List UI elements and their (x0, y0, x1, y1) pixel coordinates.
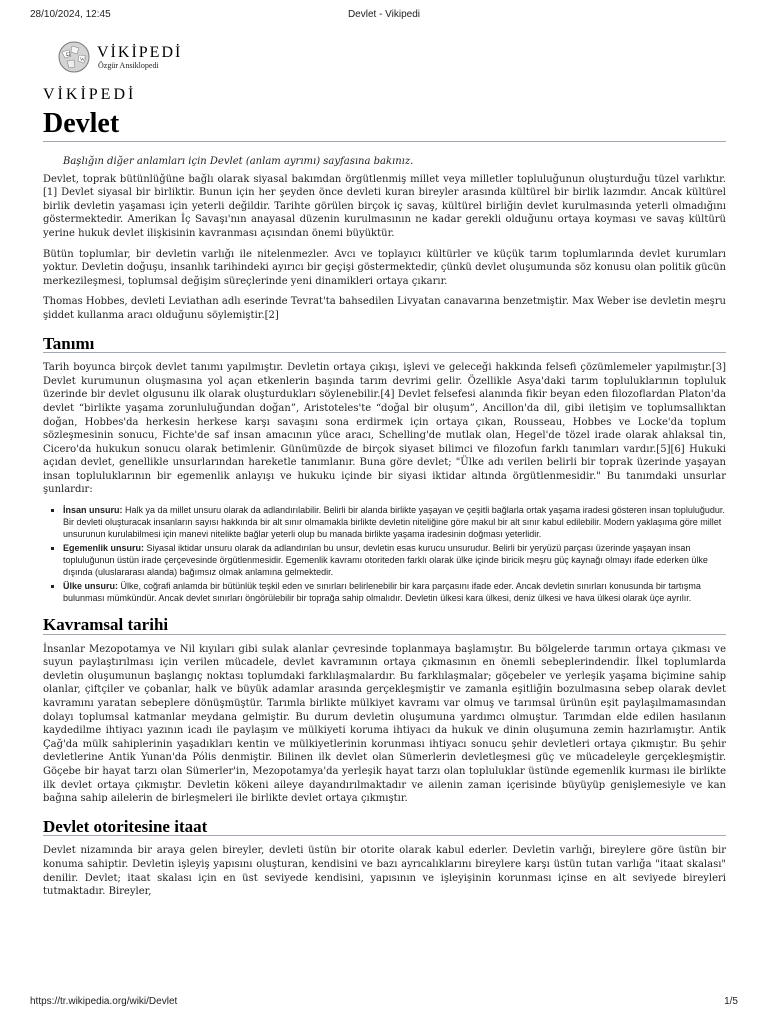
list-item-term: İnsan unsuru: (63, 505, 123, 516)
list-item-text: Ülke, coğrafi anlamda bir bütünlük teşkil eden ve sınırları belirlenebilir bir kara parçasını ifade eder. Ancak devletin sınırları konusunda bir tartışma bulunması mümkündür. Ancak devlet sınırları öngörülebilir bir toprağa sahip olmalıdır. Devletin ülkesi kara ülkesi, deniz ülkesi ve hava ülkesi olarak üçe ayrılır. (63, 581, 701, 604)
list-item (63, 580, 726, 604)
section-paragraph: İnsanlar Mezopotamya ve Nil kıyıları gibi sulak alanlar çevresinde toplanmaya başlamıştır. Bu bölgelerde tarımın ortaya çıkması ve suyun paylaştırılması için verilen mücadele, devlet kavramının ortaya çıkmasının en önemli sebeplerindendir. İlkel toplumlarda devletin oluşumunun başlangıç noktası toplumdaki farklılaşmalardır. Bu farklılaşmalar; göçebeler ve yerleşik yaşama biçimine sahip olanlar, çiftçiler ve çobanlar, halk ve büyük adamlar arasında gerçekleşmiştir ve zamanla eşitliğin bozulmasına sebep olarak devlet kavramını yaratan sebeplere dönüşmüştür. Tarımla birlikte mülkiyet kavramı var olmuş ve tarımsal ürünün eşit paylaşılmamasından dolayı toplumsal katmanlar meydana gelmiştir. Bu durum devletin oluşumuna yardımcı olmuştur. Tarımdan elde edilen hasılanın kaydedilme ihtiyacı yazının icadı ile paylaşım ve mülkiyeti koruma ihtiyacı da hukuk ve dinin oluşumuna zemin hazırlamıştır. Antik Çağ'da mülk sahiplerinin yaşadıkları kentin ve mülkiyetlerinin korunması ihtiyacı sonucu şehir devletleri ortaya çıkmıştır. Bu şehir devletlerine Antik Yunan'da Pólis denmiştir. Bilinen ilk devlet olan Sümerlerin devletleşmesi güç ve mücadeleyle gerçekleşmiştir. Göçebe bir hayat tarzı olan Sümerler'in, Mezopotamya'da yerleşik hayat tarzı olan topluluklar üstünde egemenlik kurması ile birlikte ilk devlet ortaya çıkmıştır. Devletin kökeni aileye dayandırılmaktadır ve ailenin zaman içerisinde büyüyüp genişlemesiyle ve kan bağına sahip ailelerin de birleşmeleri ile birlikte devlet ortaya çıkmıştır. (43, 643, 726, 805)
elements-list (43, 504, 726, 604)
article-body (43, 155, 726, 906)
intro-paragraph-1: Devlet, toprak bütünlüğüne bağlı olarak siyasal bakımdan örgütlenmiş millet veya milletler topluluğunun oluşturduğu tüzel varlıktır.[1] Devlet siyasal bir birliktir. Bunun için her şeyden önce devleti kuran bireyler arasında kültürel bir birlik lazımdır. Ancak kültürel birlik devletin yaşaması için yeterli değildir. Tarihte görülen birçok iç savaş, kültürel birliğin devlet kurulmasında yeterli olmadığını göstermektedir. Amerikan İç Savaşı'nın anayasal düzenin kurulmasının ne kadar gerekli olduğunu ortaya koyması ve savaş kültürü yerine hukuk devlet ilişkisinin kavranması açısından önemi büyüktür. (43, 173, 726, 239)
logo-name: VİKİPEDİ (97, 44, 183, 61)
logo-tagline: Özgür Ansiklopedi (98, 61, 159, 70)
hatnote[interactable]: Başlığın diğer anlamları için Devlet (anlam ayrımı) sayfasına bakınız. (63, 156, 414, 167)
list-item (63, 542, 726, 578)
section-heading-devlet-otoritesine-itaat: Devlet otoritesine itaat (43, 820, 726, 837)
intro-paragraph-3: Thomas Hobbes, devleti Leviathan adlı eserinde Tevrat'ta bahsedilen Livyatan canavarına benzetmiştir. Max Weber ise devletin meşru şiddet kullanma aracı olduğunu söylemiştir.[2] (43, 296, 726, 321)
print-page-title: Devlet - Vikipedi (347, 9, 421, 20)
section-paragraph: Devlet nizamında bir araya gelen bireyler, devleti üstün bir otorite olarak kabul ederler. Devletin varlığı, bireylere göre üstün bir konuma sahiptir. Devletin işleyiş yapısını oluşturan, kendisini ve bazı ayrıcalıklarını bireylere karşı üstün tutan varlığa "itaat skalası" denilir. Devlet; itaat skalası için en üst seviyede kendisini, yapısının ve işleyişinin korunması içinse en alt seviyede bireyleri tutmaktadır. Bireyler, (43, 845, 726, 898)
intro-paragraph-2: Bütün toplumlar, bir devletin varlığı ile nitelenmezler. Avcı ve toplayıcı kültürler ve küçük tarım toplumlarında devlet kurumları yoktur. Devletin doğuşu, insanlık tarihindeki ayırıcı bir geçişi göstermektedir, çünkü devlet oluşumunda söz konusu olan politik gücün merkezileşmesi, toplumsal değişim süreçlerinde yeni dinamikleri ortaya çıkarır. (43, 248, 726, 287)
print-page-number: 1/5 (724, 996, 738, 1007)
section-heading-kavramsal-tarihi: Kavramsal tarihi (43, 618, 726, 635)
wikipedia-wordmark: VİKİPEDİ (43, 86, 137, 103)
section-paragraph: Tarih boyunca birçok devlet tanımı yapılmıştır. Devletin ortaya çıkışı, işlevi ve geleceği hakkında felsefi çözümlemeler yapılmıştır.[3] Devlet kurumunun oluşmasına yol açan etkenlerin başında tarım devrimi gelir. Özellikle Asya'daki tarım topluluklarının topluluk üzerinde bir devlet olgusunu ilk olarak oluşturdukları söylenebilir.[4] Devlet felsefesi alanında fikir beyan eden filozoflardan Platon'da devlet “birlikte yaşama zorunluluğundan doğan”, Aristoteles'te “doğal bir oluşum”, Ancillon'da dil, gibi iletişim ve toplumsallıktan doğan, Hobbes'da herkesin herkese karşı savaşını sona erdirmek için ortaya çıkan, Rousseau, Hobbes ve Locke'da toplum sözleşmesinin sonucu, Fichte'de saf insan amacının yüce aracı, Schelling'de mutlak olan, Hegel'de tözel irade olarak ahlaksal tin, Cicero'da hukukun sonucu olarak betimlenir. Günümüzde de birçok siyaset bilimci ve filozofun farklı tanımları vardır.[5][6] Hukuki açıdan devlet, genellikle unsurlarından hareketle tanımlanır. Buna göre devlet; "Ülke adı verilen belirli bir toprak üzerinde yaşayan insan topluluklarının bir egemenlik anlayışı ve hukuku içinde bir siyasi iktidar altında örgütlenmesidir." Bu tanımdaki unsurlar şunlardır: (43, 362, 726, 496)
print-url[interactable]: https://tr.wikipedia.org/wiki/Devlet (30, 996, 178, 1007)
list-item-text: Siyasal iktidar unsuru olarak da adlandırılan bu unsur, devletin esas kurucu unsurudur. Belirli bir yeryüzü parçası üzerinde yaşayan insan topluluğunun üstün irade çerçevesinde örgütlenmesidir. Egemenlik kavramı otoriteden farklı olarak ülke içinde biricik meşru güç kaynağı olmayı ifade ederken ülke dışında (uluslararası alanda) bağımsız olmak anlamına gelmektedir. (63, 543, 708, 578)
list-item-term: Ülke unsuru: (63, 581, 119, 592)
list-item-text: Halk ya da millet unsuru olarak da adlandırılabilir. Belirli bir alanda birlikte yaşayan ve çeşitli bağlarla ortak yaşama iradesi gösteren insan topluluğudur. Bir devleti oluşturacak insanların sayısı hakkında bir alt sınır olmamakla birlikte devletin niteliğine göre makul bir alt sınır kabul edilebilir. Modern yaklaşıma göre millet unsurunun kurulabilmesi için manevi nitelikte bağlar yeterli olup bu manada birlikte yaşama iradesinin doğması yeterlidir. (63, 505, 725, 540)
svg-text:W: W (80, 58, 85, 63)
list-item (63, 504, 726, 540)
section-heading-tanimi: Tanımı (43, 337, 726, 354)
wikipedia-logo[interactable] (57, 40, 182, 74)
wikipedia-globe-icon (57, 40, 91, 74)
svg-text:Ω: Ω (66, 52, 71, 58)
print-datetime: 28/10/2024, 12:45 (30, 9, 111, 20)
list-item-term: Egemenlik unsuru: (63, 543, 145, 554)
page-title: Devlet (43, 108, 726, 142)
